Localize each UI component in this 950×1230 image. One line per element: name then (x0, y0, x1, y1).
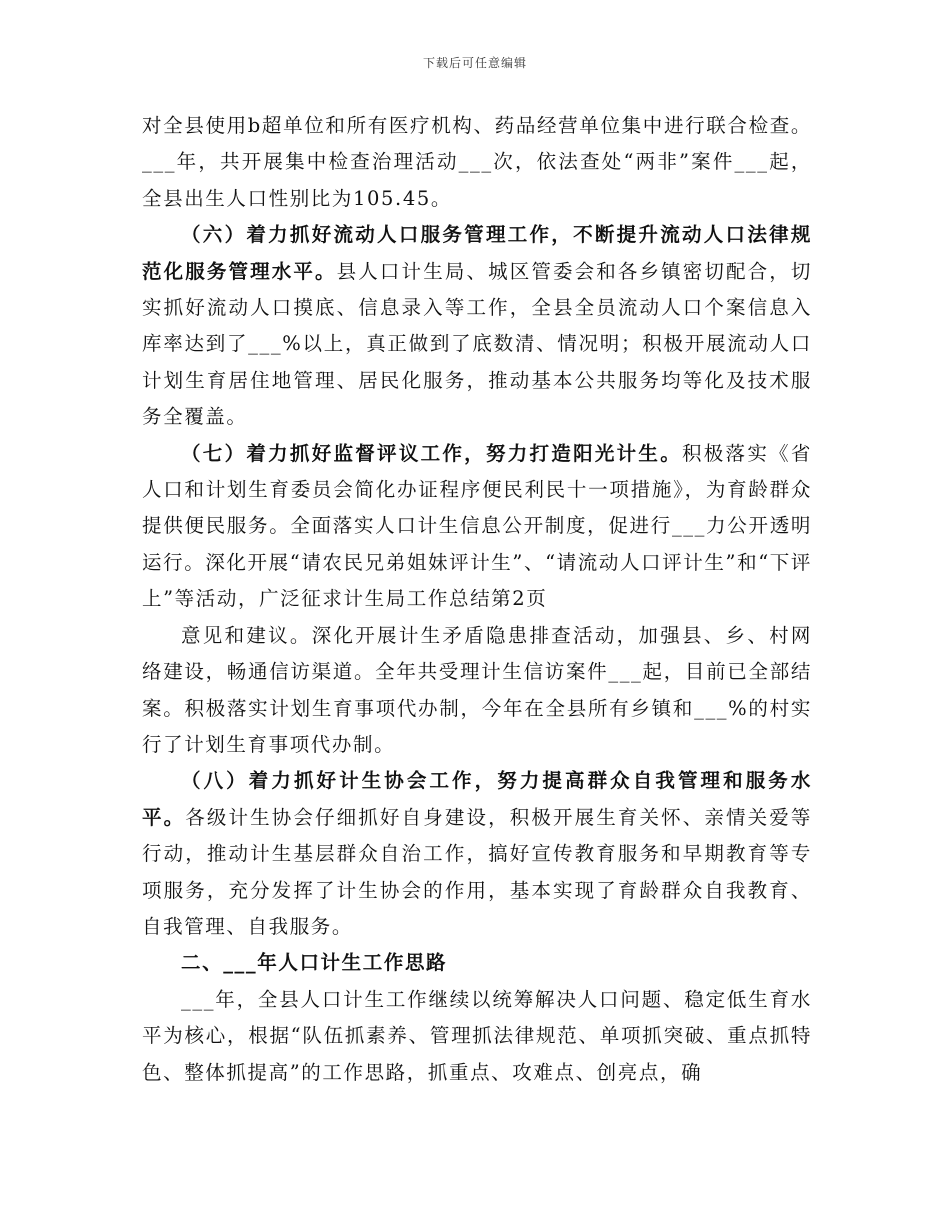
page-header: 下载后可任意编辑 (422, 56, 527, 70)
paragraph-inspection (142, 108, 812, 217)
paragraph-work-plan (142, 982, 812, 1091)
paragraph-floating-population (142, 217, 812, 435)
paragraph-text: 对全县使用b超单位和所有医疗机构、药品经营单位集中进行联合检查。___年，共开展集中检查治理活动___次，依法查处“两非”案件___起，全县出生人口性别比为105.45。 (142, 114, 812, 210)
paragraph-text: 各级计生协会仔细抓好自身建设，积极开展生育关怀、亲情关爱等行动，推动计生基层群众自治工作，搞好宣传教育服务和早期教育等专项服务，充分发挥了计生协会的作用，基本实现了育龄群众自我教育、自我管理、自我服务。 (142, 805, 812, 938)
section-heading: 二、___年人口计生工作思路 (181, 951, 448, 975)
paragraph-association (142, 763, 812, 945)
paragraph-text: 积极落实《省人口和计划生育委员会简化办证程序便民利民十一项措施》，为育龄群众提供便民服务。全面落实人口计生信息公开制度，促进行___力公开透明运行。深化开展“请农民兄弟姐妹评计生”、“请流动人口评计生”和“下评上”等活动，广泛征求计生局工作总结第2页 (142, 441, 812, 611)
paragraph-petition (142, 618, 812, 764)
paragraph-lead-heading: （六）着力抓好流动人口服务管理工作，不断提升流动人口法律规范化服务管理水平。 (142, 223, 812, 283)
paragraph-lead-heading: （八）着力抓好计生协会工作，努力提高群众自我管理和服务水平。 (142, 769, 812, 829)
document-body (142, 108, 812, 1091)
paragraph-text: 县人口计生局、城区管委会和各乡镇密切配合，切实抓好流动人口摸底、信息录入等工作，全县全员流动人口个案信息入库率达到了___%以上，真正做到了底数清、情况明；积极开展流动人口计划生育居住地管理、居民化服务，推动基本公共服务均等化及技术服务全覆盖。 (142, 259, 812, 429)
paragraph-text: 意见和建议。深化开展计生矛盾隐患排查活动，加强县、乡、村网络建设，畅通信访渠道。全年共受理计生信访案件___起，目前已全部结案。积极落实计划生育事项代办制，今年在全县所有乡镇和___%的村实行了计划生育事项代办制。 (142, 623, 812, 756)
paragraph-supervision (142, 436, 812, 618)
paragraph-lead-heading: （七）着力抓好监督评议工作，努力打造阳光计生。 (181, 441, 682, 465)
paragraph-text: ___年，全县人口计生工作继续以统筹解决人口问题、稳定低生育水平为核心，根据“队伍抓素养、管理抓法律规范、单项抓突破、重点抓特色、整体抓提高”的工作思路，抓重点、攻难点、创亮点，确 (142, 987, 812, 1084)
